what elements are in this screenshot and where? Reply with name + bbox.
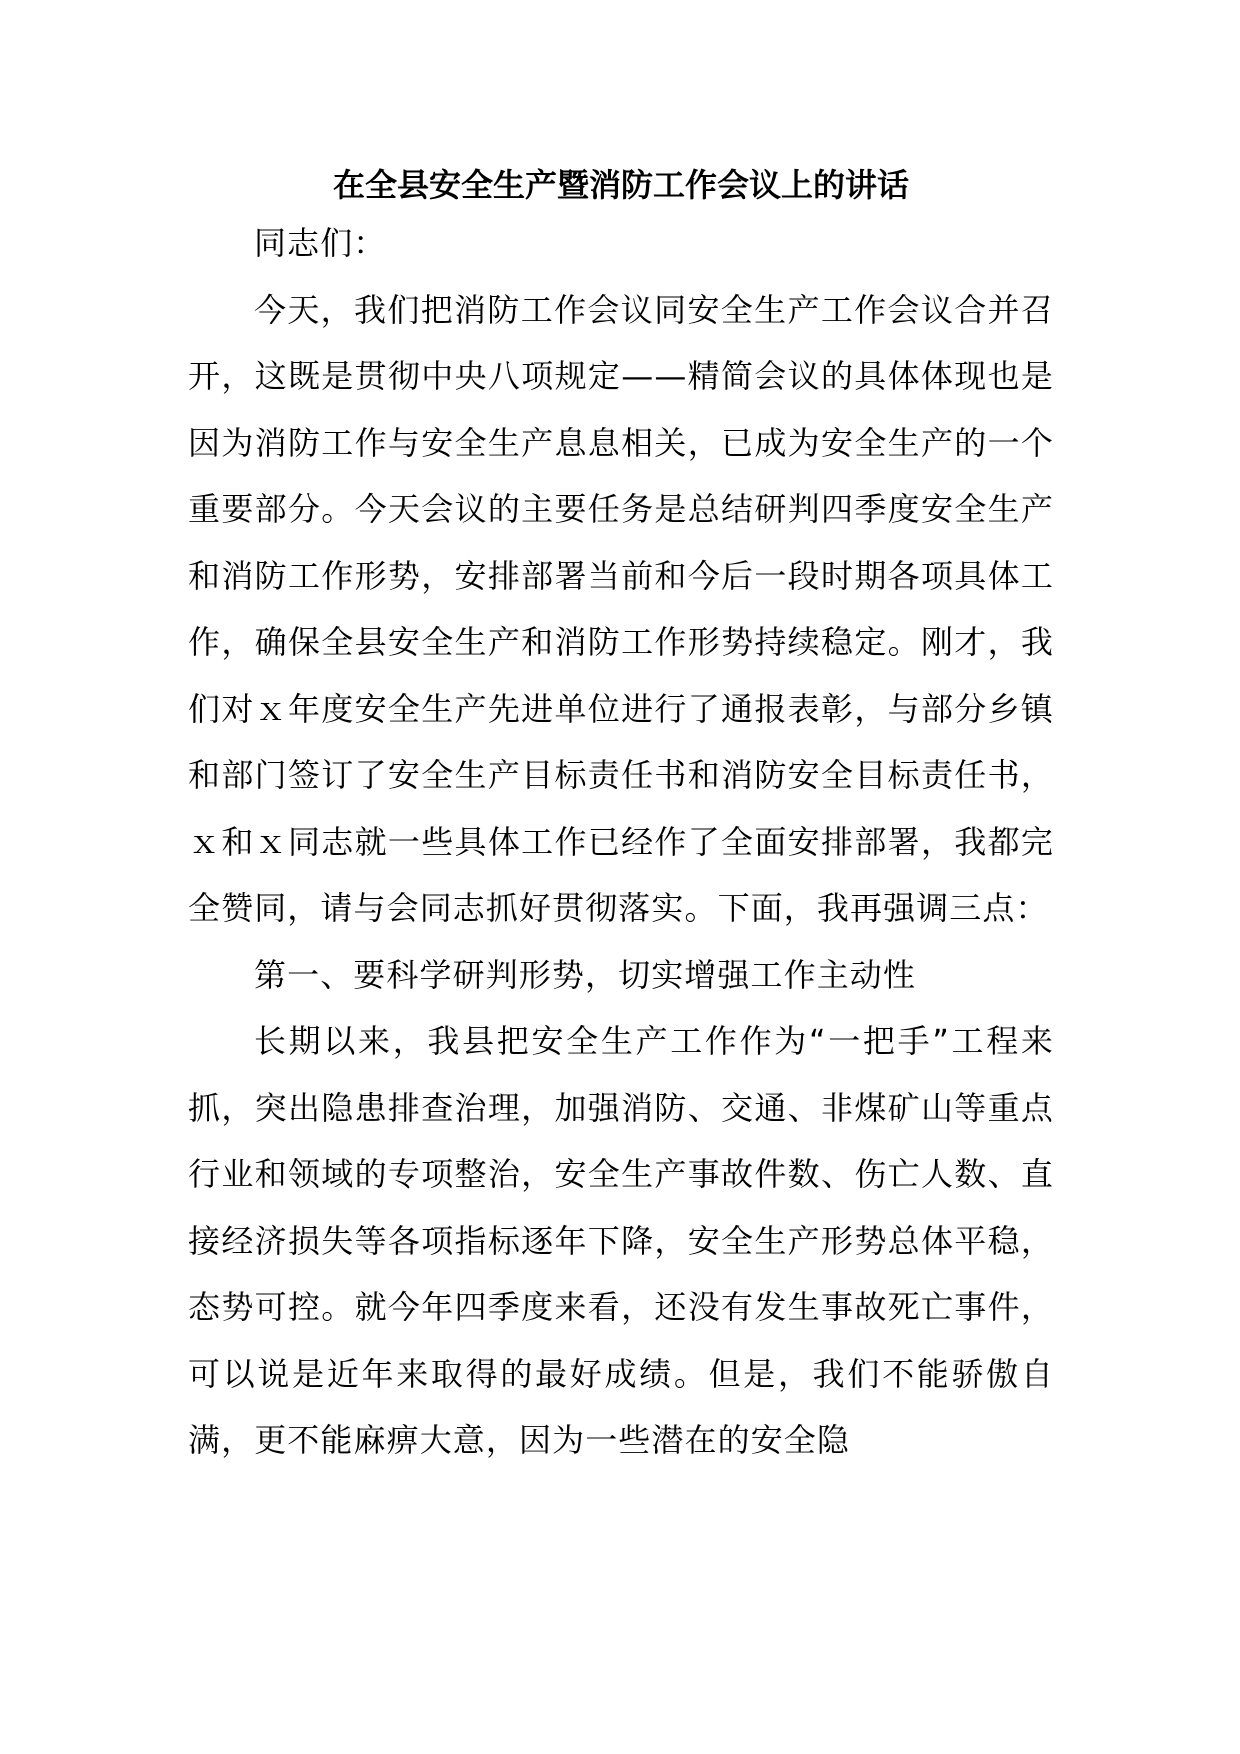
greeting: 同志们： [254,224,387,262]
paragraph-situation: 长期以来，我县把安全生产工作作为“一把手”工程来抓，突出隐患排查治理，加强消防、交通、非煤矿山等重点行业和领域的专项整治，安全生产事故件数、伤亡人数、直接经济损失等各项指标逐年下降，安全生产形势总体平稳，态势可控。就今年四季度来看，还没有发生事故死亡事件，可以说是近年来取得的最好成绩。但是，我们不能骄傲自满，更不能麻痹大意，因为一些潜在的安全隐 [188,1022,1054,1459]
paragraph-intro: 今天，我们把消防工作会议同安全生产工作会议合并召开，这既是贯彻中央八项规定——精简会议的具体体现也是因为消防工作与安全生产息息相关，已成为安全生产的一个重要部分。今天会议的主要任务是总结研判四季度安全生产和消防工作形势，安排部署当前和今后一段时期各项具体工作，确保全县安全生产和消防工作形势持续稳定。刚才，我们对ｘ年度安全生产先进单位进行了通报表彰，与部分乡镇和部门签订了安全生产目标责任书和消防安全目标责任书，ｘ和ｘ同志就一些具体工作已经作了全面安排部署，我都完全赞同，请与会同志抓好贯彻落实。下面，我再强调三点： [188,290,1054,927]
document-page [188,160,1054,1474]
document-title: 在全县安全生产暨消防工作会议上的讲话 [332,166,909,204]
section-heading-1: 第一、要科学研判形势，切实增强工作主动性 [254,955,917,994]
